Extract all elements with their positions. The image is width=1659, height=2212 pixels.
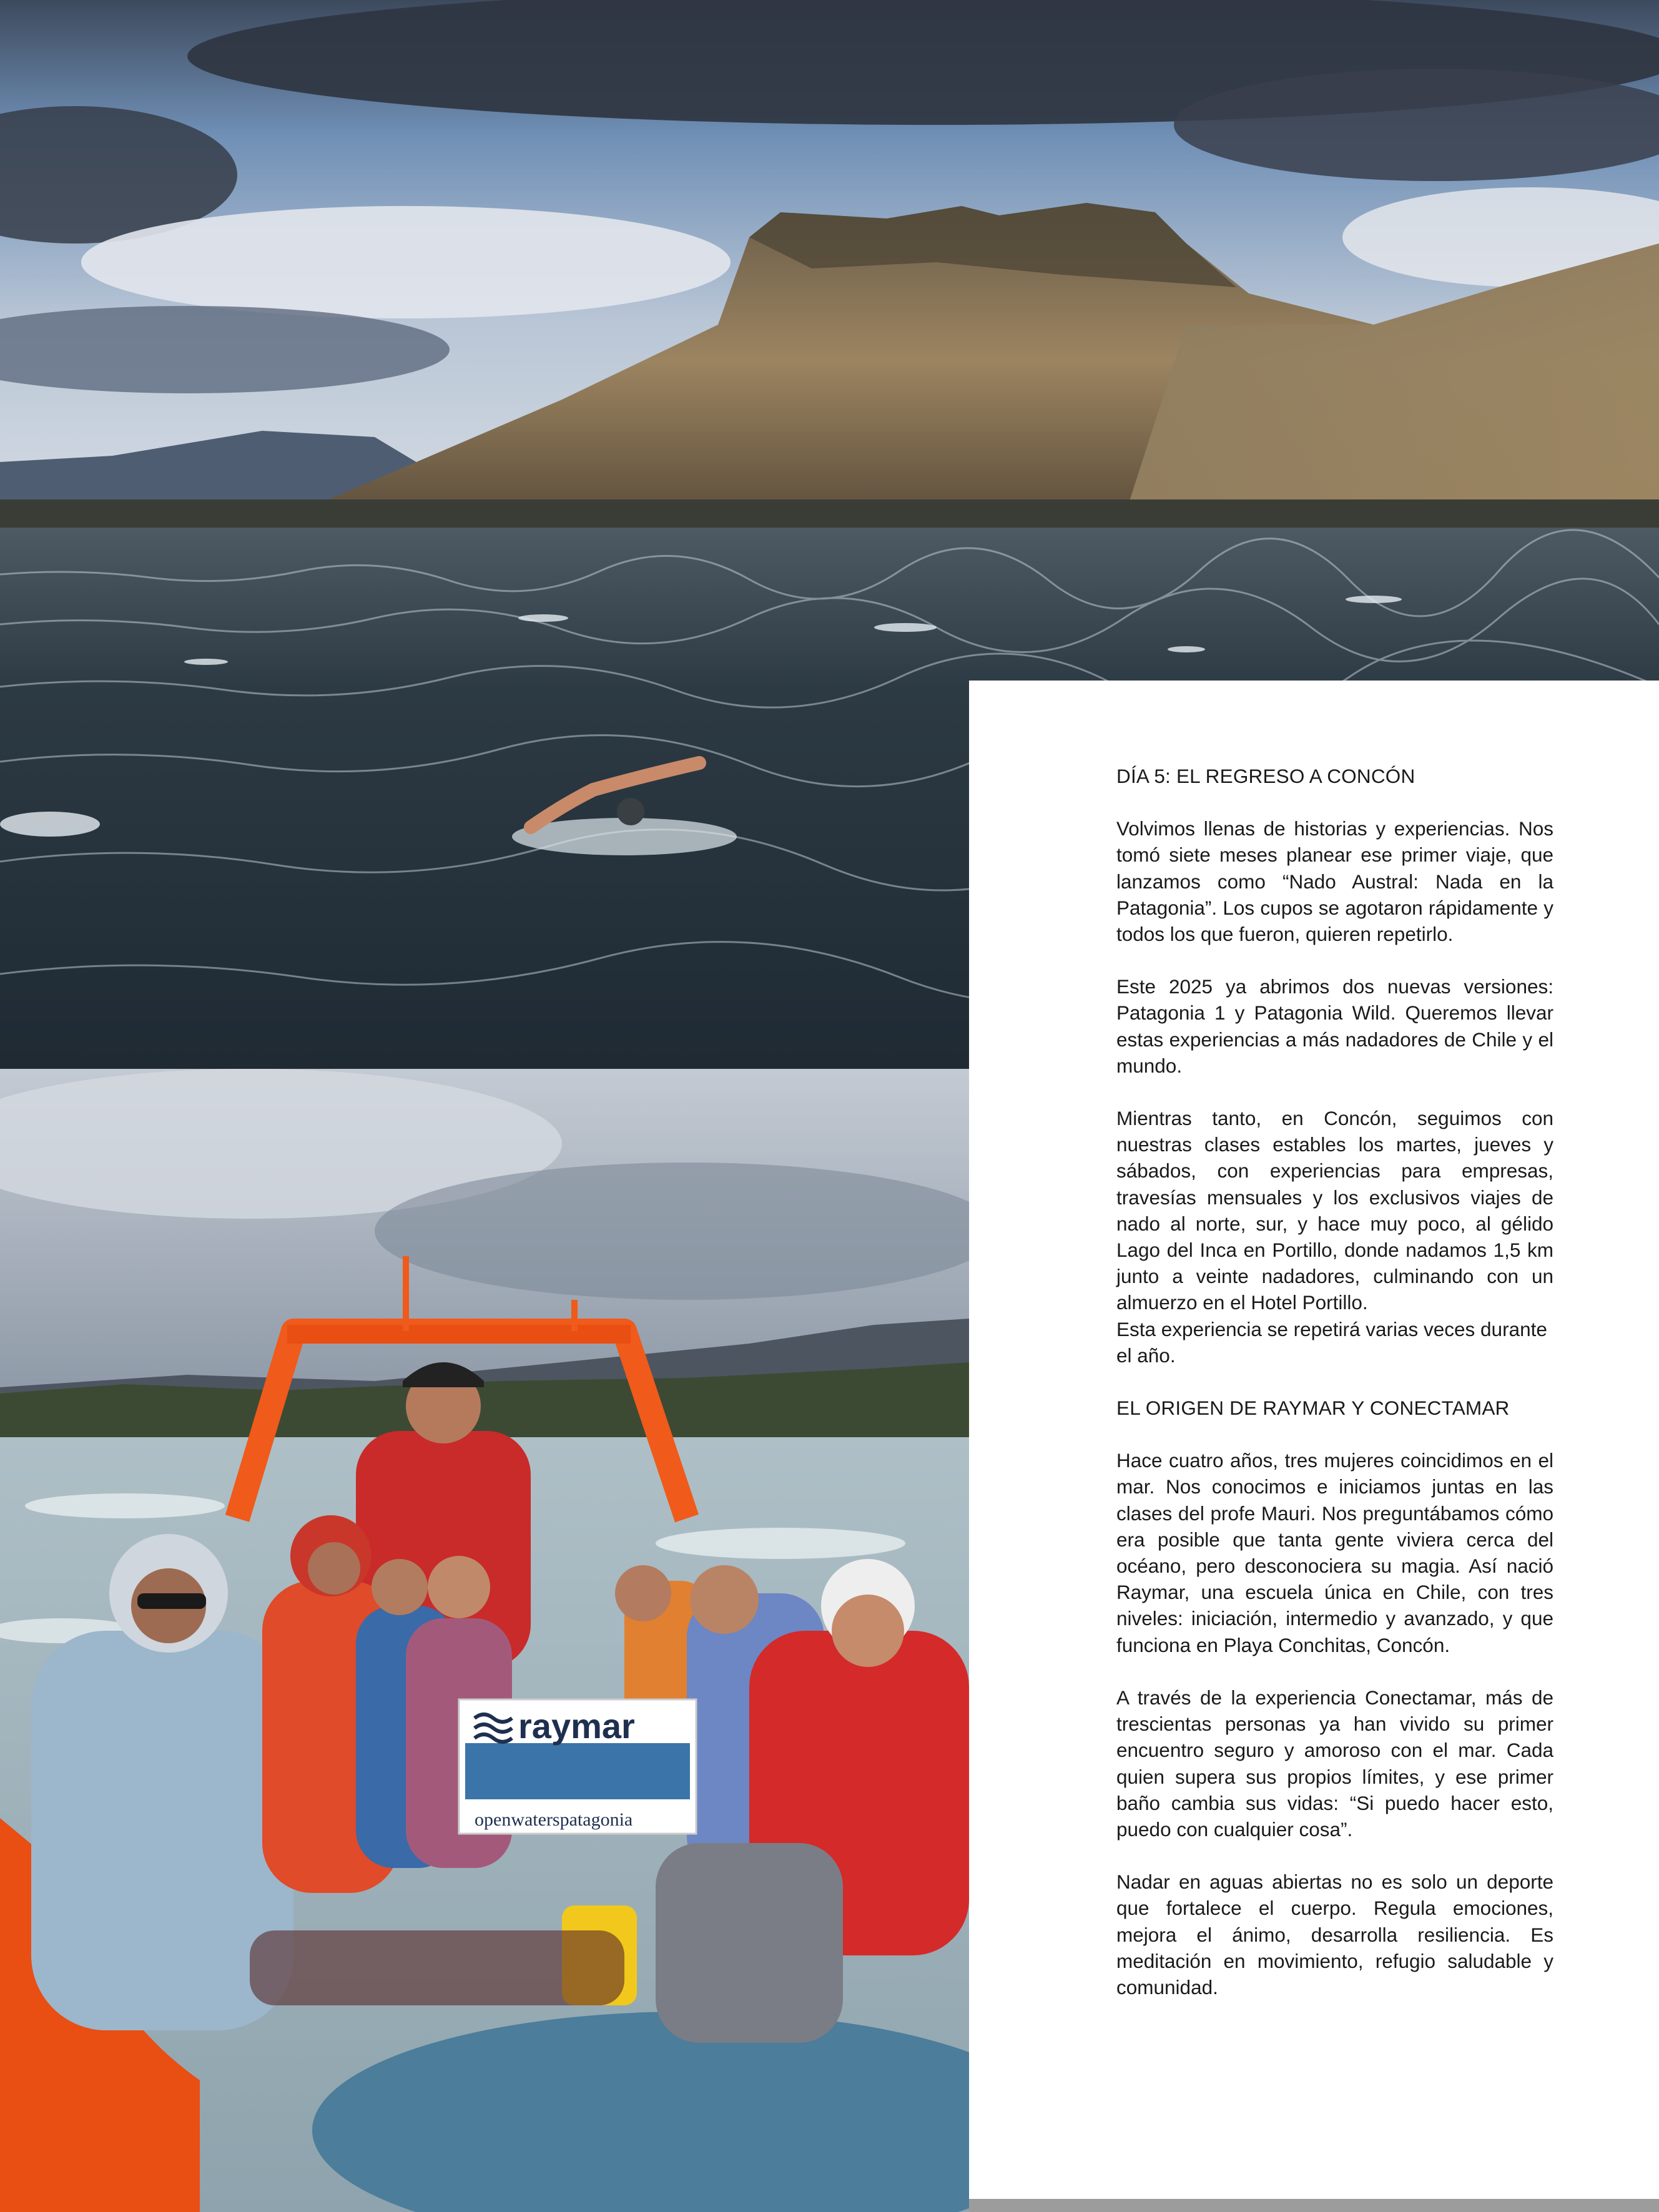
sign-brand-text: raymar	[518, 1706, 635, 1746]
section-heading-regreso: DÍA 5: EL REGRESO A CONCÓN	[1116, 765, 1415, 787]
bottom-edge-strip	[969, 2199, 1659, 2212]
raymar-sign	[459, 1699, 696, 1834]
article-body	[1116, 763, 1553, 2027]
section-heading-origen: EL ORIGEN DE RAYMAR Y CONECTAMAR	[1116, 1397, 1510, 1420]
paragraph: Nadar en aguas abiertas no es solo un deporte que fortalece el cuerpo. Regula emociones, mejora el ánimo, desarrolla resiliencia. Es meditación en movimiento, refugio saludable y comunidad.	[1116, 1870, 1553, 1998]
paragraph: Esta experiencia se repetirá varias veces durante el año.	[1116, 1317, 1547, 1367]
paragraph: A través de la experiencia Conectamar, más de trescientas personas ya han vivido su primer encuentro seguro y amoroso con el mar. Cada quien supera sus propios límites, y ese primer baño cambia sus vidas: “Si puedo hacer esto, puedo con cualquier cosa”.	[1116, 1686, 1553, 1841]
paragraph: Hace cuatro años, tres mujeres coincidimos en el mar. Nos conocimos e iniciamos juntas en las clases del profe Mauri. Nos preguntábamos cómo era posible que tanta gente viviera cerca del océano, pero desconociera su magia. Así nació Raymar, una escuela única en Chile, con tres niveles: iniciación, intermedio y avanzado, y que funciona en Playa Conchitas, Concón.	[1116, 1449, 1553, 1656]
sign-url-text: openwaterspatagonia	[475, 1809, 633, 1830]
article-panel	[969, 681, 1659, 2212]
paragraph: Este 2025 ya abrimos dos nuevas versiones: Patagonia 1 y Patagonia Wild. Queremos llevar estas experiencias a más nadadores de Chile y el mundo.	[1116, 975, 1553, 1077]
paragraph: Volvimos llenas de historias y experiencias. Nos tomó siete meses planear ese primer viaje, que lanzamos como “Nado Austral: Nada en la Patagonia”. Los cupos se agotaron rápidamente y todos los que fueron, quieren repetirlo.	[1116, 817, 1553, 946]
photo-group-on-boat	[0, 1069, 969, 2212]
paragraph: Mientras tanto, en Concón, seguimos con nuestras clases estables los martes, jueves y sábados, con experiencias para empresas, travesías mensuales y los exclusivos viajes de nado al norte, sur, y hace muy poco, al gélido Lago del Inca en Portillo, donde nadamos 1,5 km junto a veinte nadadores, culminando con un almuerzo en el Hotel Portillo.	[1116, 1107, 1553, 1314]
boat-group-illustration	[0, 1069, 969, 2212]
